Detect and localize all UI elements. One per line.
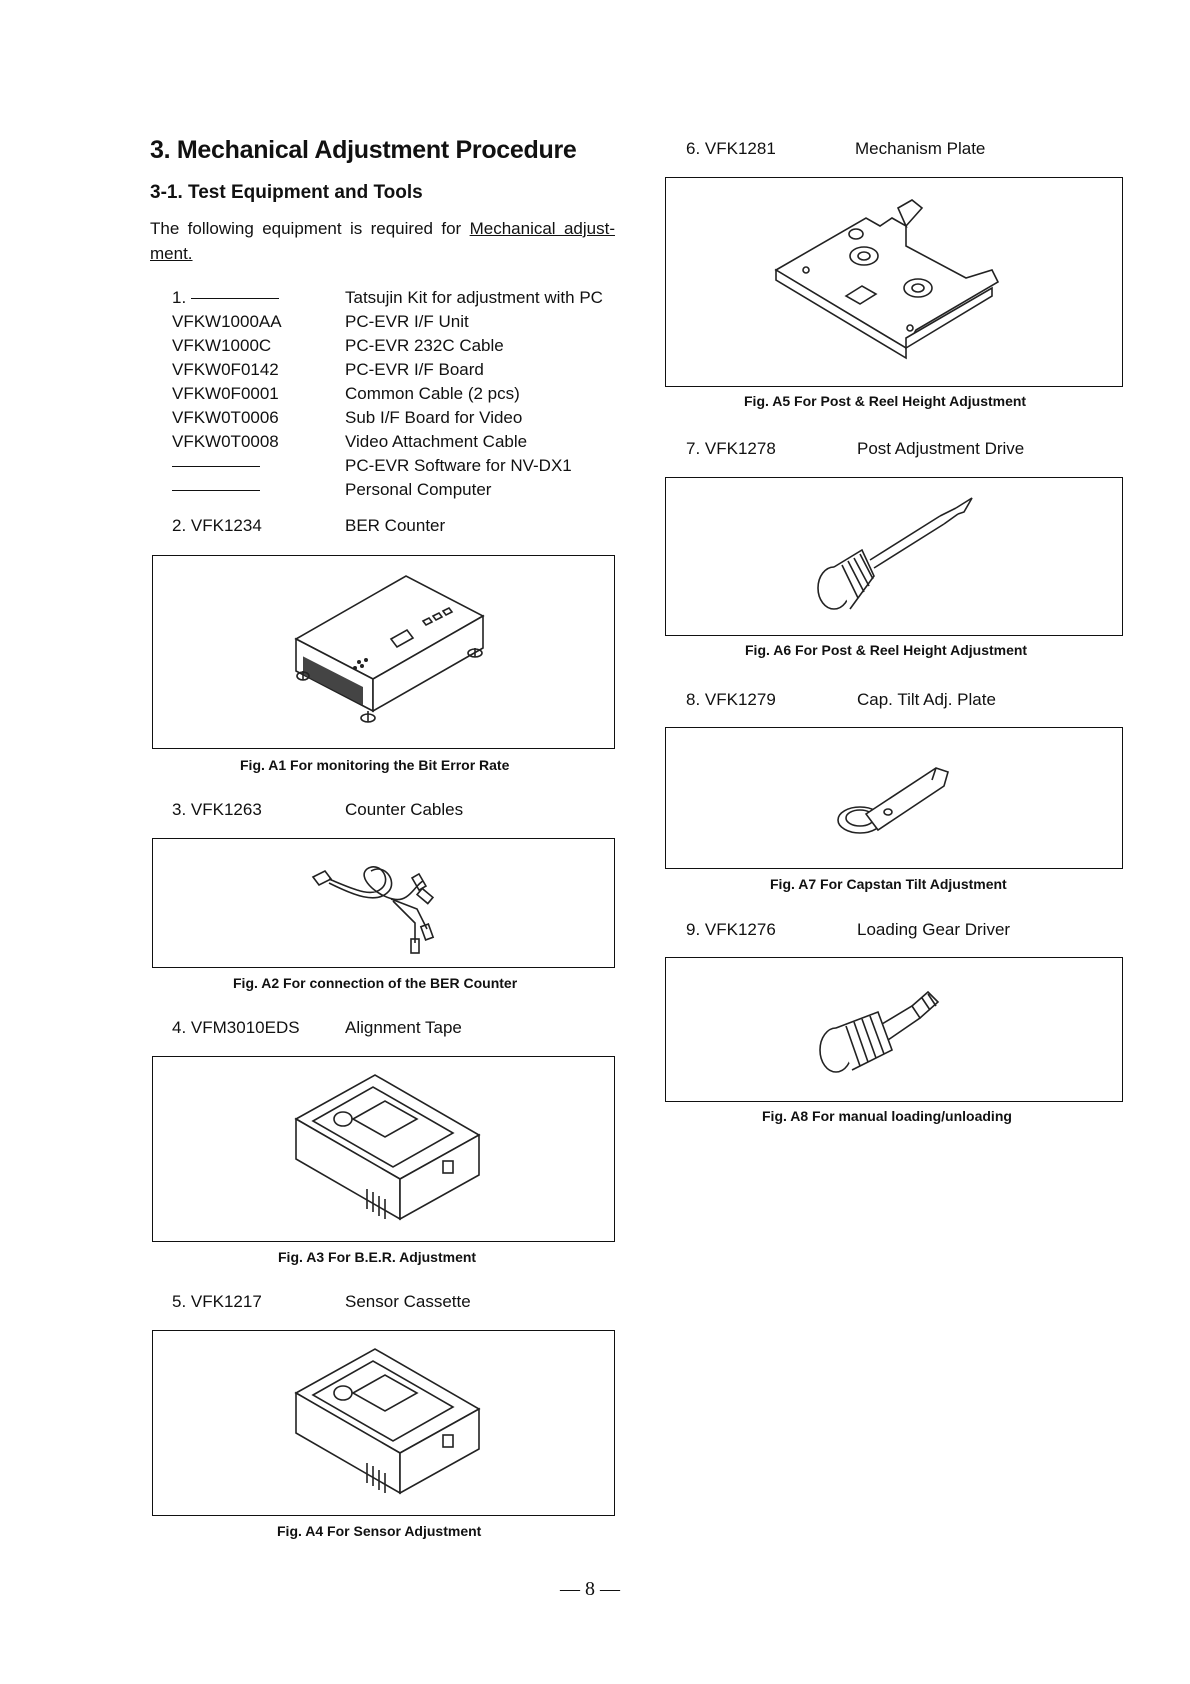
figure-a6-frame xyxy=(665,477,1123,636)
figure-a8-frame xyxy=(665,957,1123,1102)
item-1-number: 1. xyxy=(172,288,279,308)
blank-code-dash xyxy=(191,298,279,299)
item-9-label: 9. VFK1276 xyxy=(686,920,776,939)
subsection-title: 3-1. Test Equipment and Tools xyxy=(150,182,423,203)
item-1-desc: PC-EVR I/F Board xyxy=(345,360,484,379)
figure-a4-caption: Fig. A4 For Sensor Adjustment xyxy=(277,1523,482,1539)
figure-a1-caption: Fig. A1 For monitoring the Bit Error Rate xyxy=(240,757,510,773)
mechanism-plate-illustration xyxy=(666,178,1122,386)
item-2-desc: BER Counter xyxy=(345,516,446,535)
figure-a2-caption: Fig. A2 For connection of the BER Counter xyxy=(233,975,518,991)
page-number: — 8 — xyxy=(560,1578,620,1600)
item-1-desc: Sub I/F Board for Video xyxy=(345,408,523,427)
figure-a1-frame xyxy=(152,555,615,749)
item-1-desc: PC-EVR Software for NV-DX1 xyxy=(345,456,572,475)
item-7-label: 7. VFK1278 xyxy=(686,439,776,458)
loading-gear-driver-illustration xyxy=(666,958,1122,1101)
figure-a5-frame xyxy=(665,177,1123,387)
intro-text: The following equipment is required for xyxy=(150,219,470,238)
alignment-tape-illustration xyxy=(153,1057,614,1241)
ber-counter-illustration xyxy=(153,556,614,748)
item-1-code: VFKW0T0006 xyxy=(172,408,279,427)
figure-a3-caption: Fig. A3 For B.E.R. Adjustment xyxy=(278,1249,477,1265)
item-1-code: VFKW0T0008 xyxy=(172,432,279,451)
figure-a7-caption: Fig. A7 For Capstan Tilt Adjustment xyxy=(770,876,1007,892)
item-1-code: VFKW0F0142 xyxy=(172,360,279,379)
item-1-desc: PC-EVR 232C Cable xyxy=(345,336,504,355)
item-1-code-blank xyxy=(172,480,260,500)
item-5-label: 5. VFK1217 xyxy=(172,1292,262,1311)
counter-cables-illustration xyxy=(153,839,614,967)
capstan-tilt-plate-illustration xyxy=(666,728,1122,868)
item-3-desc: Counter Cables xyxy=(345,800,464,819)
item-1-desc: Personal Computer xyxy=(345,480,492,499)
figure-a7-frame xyxy=(665,727,1123,869)
item-1-code: VFKW1000AA xyxy=(172,312,282,331)
item-8-desc: Cap. Tilt Adj. Plate xyxy=(857,690,996,709)
item-1-code: VFKW0F0001 xyxy=(172,384,279,403)
item-1-code: VFKW1000C xyxy=(172,336,272,355)
item-2-label: 2. VFK1234 xyxy=(172,516,262,535)
item-4-desc: Alignment Tape xyxy=(345,1018,462,1037)
item-8-label: 8. VFK1279 xyxy=(686,690,776,709)
item-6-label: 6. VFK1281 xyxy=(686,139,776,158)
figure-a3-frame xyxy=(152,1056,615,1242)
item-3-label: 3. VFK1263 xyxy=(172,800,262,819)
section-title: 3. Mechanical Adjustment Procedure xyxy=(150,136,577,164)
item-1-desc: Tatsujin Kit for adjustment with PC xyxy=(345,288,603,307)
figure-a4-frame xyxy=(152,1330,615,1516)
item-1-desc: Common Cable (2 pcs) xyxy=(345,384,520,403)
item-5-desc: Sensor Cassette xyxy=(345,1292,471,1311)
item-4-label: 4. VFM3010EDS xyxy=(172,1018,300,1037)
item-1-code-blank xyxy=(172,456,260,476)
item-7-desc: Post Adjustment Drive xyxy=(857,439,1025,458)
sensor-cassette-illustration xyxy=(153,1331,614,1515)
item-1-desc: PC-EVR I/F Unit xyxy=(345,312,469,331)
figure-a2-frame xyxy=(152,838,615,968)
intro-underlined-text: Mechanical adjust-ment. xyxy=(150,219,615,263)
blank-code-dash xyxy=(172,490,260,491)
blank-code-dash xyxy=(172,466,260,467)
figure-a6-caption: Fig. A6 For Post & Reel Height Adjustment xyxy=(745,642,1028,658)
item-6-desc: Mechanism Plate xyxy=(855,139,986,158)
item-1-desc: Video Attachment Cable xyxy=(345,432,528,451)
item-9-desc: Loading Gear Driver xyxy=(857,920,1011,939)
post-adjustment-drive-illustration xyxy=(666,478,1122,635)
intro-paragraph xyxy=(150,216,615,266)
figure-a5-caption: Fig. A5 For Post & Reel Height Adjustment xyxy=(744,393,1027,409)
figure-a8-caption: Fig. A8 For manual loading/unloading xyxy=(762,1108,1012,1124)
